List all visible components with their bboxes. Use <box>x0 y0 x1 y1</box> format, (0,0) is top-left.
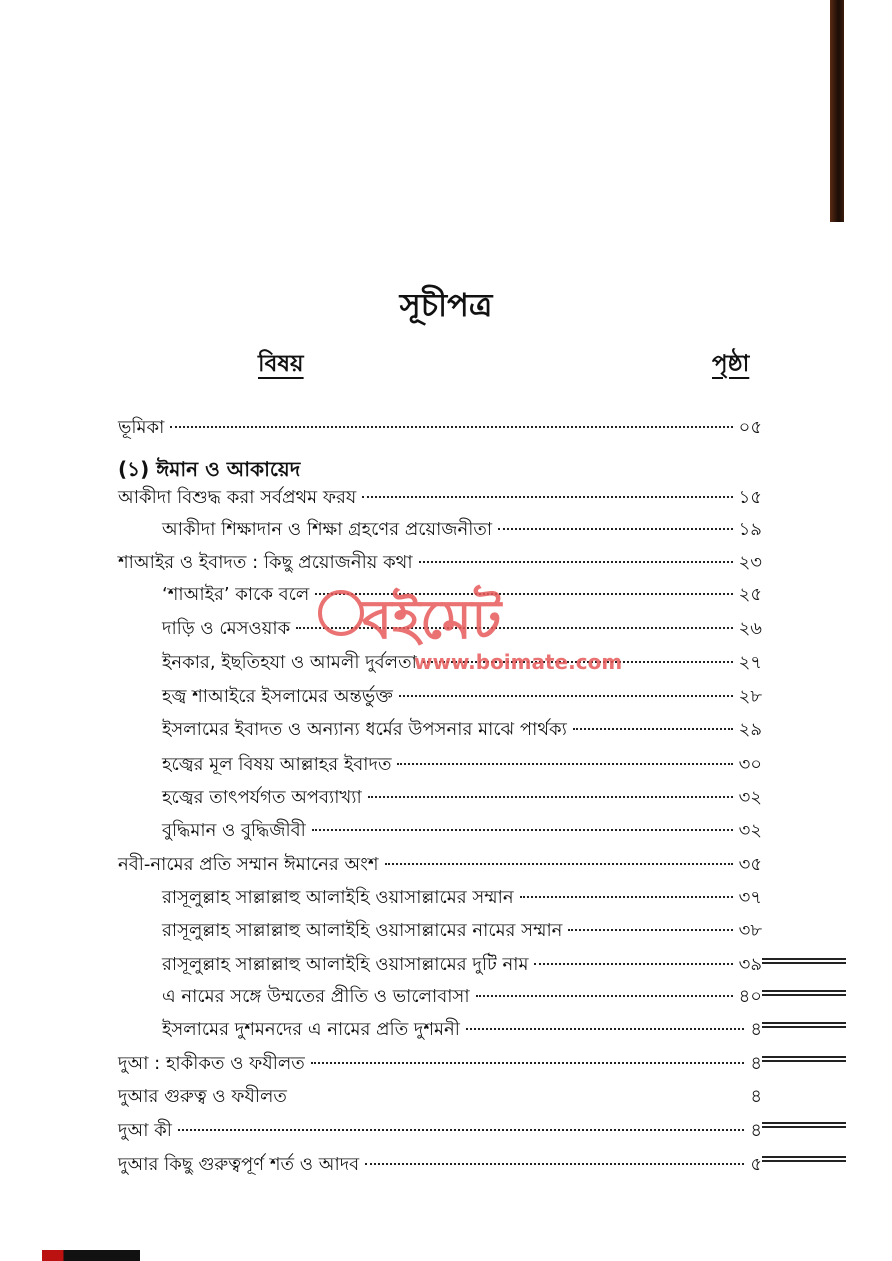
toc-entry <box>118 548 762 580</box>
watermark-brand: বইমেট <box>362 588 502 651</box>
entry-label: দুআ কী <box>118 1120 172 1141</box>
entry-page: ২৫ <box>738 584 762 605</box>
entry-page: ৩০ <box>738 754 762 775</box>
entry-page: ৩২ <box>738 787 762 808</box>
toc-entry <box>118 1049 762 1081</box>
toc-entry <box>162 750 762 782</box>
leader-dots <box>520 896 733 898</box>
entry-page: ৩৭ <box>738 887 762 908</box>
entry-label: ‘শাআইর’ কাকে বলে <box>162 584 310 605</box>
entry-label: ইনকার, ইছতিহযা ও আমলী দুর্বলতা <box>162 652 417 673</box>
book-logo-icon <box>318 590 364 636</box>
entry-label: হজ্বের মূল বিষয় আল্লাহর ইবাদত <box>162 754 392 775</box>
entry-page: ২৩ <box>738 552 762 573</box>
entry-label: দাড়ি ও মেসওয়াক <box>162 618 291 639</box>
page-edge-lines <box>762 1056 846 1062</box>
leader-dots <box>311 1062 745 1064</box>
leader-dots <box>419 561 733 563</box>
entry-label: হজ্ব শাআইরে ইসলামের অন্তর্ভুক্ত <box>162 686 393 707</box>
leader-dots <box>312 829 733 831</box>
toc-entry <box>118 1116 762 1148</box>
leader-dots <box>178 1129 744 1131</box>
entry-label: এ নামের সঙ্গে উম্মতের প্রীতি ও ভালোবাসা <box>162 986 470 1007</box>
entry-label: আকীদা বিশুদ্ধ করা সর্বপ্রথম ফরয <box>118 487 357 508</box>
page-edge-lines <box>762 1156 846 1162</box>
toc-entry <box>118 483 762 515</box>
book-spine-edge <box>830 0 844 222</box>
toc-entry <box>162 982 762 1014</box>
subject-header: বিষয় <box>258 351 304 377</box>
entry-page: ৫ <box>750 1154 762 1175</box>
entry-page: ৪ <box>750 1120 762 1141</box>
toc-entry <box>162 950 762 982</box>
entry-page: ২৮ <box>738 686 762 707</box>
entry-label: হজ্বের তাৎপর্যগত অপব্যাখ্যা <box>162 787 362 808</box>
leader-dots <box>362 496 732 498</box>
toc-entry <box>162 883 762 915</box>
entry-page: ৩২ <box>738 820 762 841</box>
toc-entry <box>162 1015 762 1047</box>
entry-label: রাসূলুল্লাহ সাল্লাল্লাহু আলাইহি ওয়াসাল্লামের নামের সম্মান <box>162 920 563 941</box>
toc-entry <box>162 515 762 547</box>
book-corner-edge <box>42 1250 140 1261</box>
entry-page: ১৯ <box>738 519 762 540</box>
watermark <box>318 578 623 682</box>
leader-dots <box>476 995 733 997</box>
toc-entry <box>118 850 762 882</box>
leader-dots <box>568 929 732 931</box>
page-edge-lines <box>762 1122 846 1128</box>
entry-label: দুআ : হাকীকত ও ফযীলত <box>118 1053 305 1074</box>
entry-page: ৪ <box>750 1086 762 1107</box>
toc-entry <box>162 783 762 815</box>
entry-label: রাসূলুল্লাহ সাল্লাল্লাহু আলাইহি ওয়াসাল্লামের সম্মান <box>162 887 514 908</box>
leader-dots <box>385 863 733 865</box>
entry-page: ৪০ <box>738 986 762 1007</box>
toc-entry <box>118 1150 762 1182</box>
toc-entry <box>162 816 762 848</box>
entry-page: ২৬ <box>738 618 762 639</box>
leader-dots <box>170 426 732 428</box>
entry-page: ২৭ <box>738 652 762 673</box>
toc-entry <box>118 1082 762 1114</box>
entry-page: ১৫ <box>738 487 762 508</box>
leader-dots <box>498 528 733 530</box>
entry-label: আকীদা শিক্ষাদান ও শিক্ষা গ্রহণের প্রয়োজনীতা <box>162 519 493 540</box>
page-edge-lines <box>762 1022 846 1028</box>
entry-label: নবী-নামের প্রতি সম্মান ঈমানের অংশ <box>118 854 379 875</box>
leader-dots <box>293 1095 744 1097</box>
entry-page: ২৯ <box>738 719 762 740</box>
toc-entry-intro <box>118 413 762 445</box>
entry-label: রাসূলুল্লাহ সাল্লাল্লাহু আলাইহি ওয়াসাল্লামের দুটি নাম <box>162 954 529 975</box>
leader-dots <box>466 1028 744 1030</box>
entry-page: ০৫ <box>738 417 762 438</box>
entry-page: ৪ <box>750 1053 762 1074</box>
entry-label: শাআইর ও ইবাদত : কিছু প্রয়োজনীয় কথা <box>118 552 413 573</box>
toc-entry <box>162 916 762 948</box>
section-heading: (১) ঈমান ও আকায়েদ <box>118 457 301 481</box>
toc-entry <box>162 715 762 747</box>
toc-entry <box>162 682 762 714</box>
leader-dots <box>368 796 733 798</box>
entry-page: ৩৫ <box>738 854 762 875</box>
leader-dots <box>573 728 733 730</box>
entry-label: দুআর গুরুত্ব ও ফযীলত <box>118 1086 287 1107</box>
page-edge-lines <box>762 990 846 996</box>
page-header: পৃষ্ঠা <box>712 351 750 377</box>
entry-page: ৪ <box>750 1019 762 1040</box>
entry-label: দুআর কিছু গুরুত্বপূর্ণ শর্ত ও আদব <box>118 1154 360 1175</box>
entry-label: ভূমিকা <box>118 417 165 438</box>
page-title: সূচীপত্র <box>399 286 493 324</box>
entry-label: ইসলামের ইবাদত ও অন্যান্য ধর্মের উপসনার মাঝে পার্থক্য <box>162 719 567 740</box>
leader-dots <box>399 695 733 697</box>
leader-dots <box>534 963 732 965</box>
watermark-domain: www.boimate.com <box>414 650 623 674</box>
leader-dots <box>397 763 732 765</box>
entry-label: ইসলামের দুশমনদের এ নামের প্রতি দুশমনী <box>162 1019 460 1040</box>
leader-dots <box>365 1163 744 1165</box>
entry-page: ৩৯ <box>738 954 762 975</box>
entry-label: বুদ্ধিমান ও বুদ্ধিজীবী <box>162 820 306 841</box>
page-edge-lines <box>762 958 846 964</box>
entry-page: ৩৮ <box>738 920 762 941</box>
